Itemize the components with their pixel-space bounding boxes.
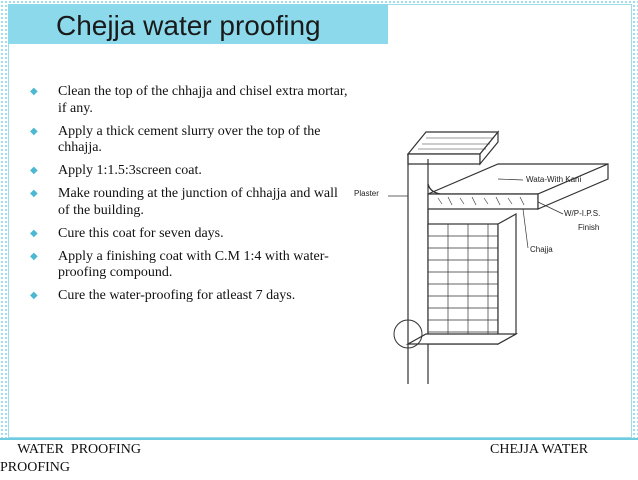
label-wp-ips: W/P-I.P.S. bbox=[564, 209, 601, 218]
footer-right-text: CHEJJA WATER bbox=[490, 442, 589, 457]
chajja-waterproofing-diagram bbox=[348, 84, 630, 394]
label-plaster: Plaster bbox=[354, 189, 379, 198]
label-chajja: Chajja bbox=[530, 245, 553, 254]
diamond-bullet-icon: ◆ bbox=[30, 165, 38, 176]
bullet-item bbox=[30, 288, 350, 305]
bullet-text: Make rounding at the junction of chhajja and wall of the building. bbox=[58, 186, 338, 218]
bullet-item bbox=[30, 124, 350, 157]
decorative-dot-pattern-right bbox=[632, 0, 638, 438]
label-wata-with-kani: Wata-With Kani bbox=[526, 175, 582, 184]
bullet-item bbox=[30, 84, 350, 117]
diamond-bullet-icon: ◆ bbox=[30, 86, 38, 97]
bullet-text: Apply 1:1.5:3screen coat. bbox=[58, 163, 202, 178]
bullet-text: Cure the water-proofing for atleast 7 days. bbox=[58, 288, 296, 303]
footer-left-text: WATER PROOFING bbox=[14, 442, 141, 457]
bullet-list bbox=[30, 84, 350, 311]
bullet-text: Clean the top of the chhajja and chisel extra mortar, if any. bbox=[58, 84, 348, 116]
diamond-bullet-icon: ◆ bbox=[30, 227, 38, 239]
slide-title: Chejja water proofing bbox=[56, 10, 321, 41]
diamond-bullet-icon: ◆ bbox=[30, 188, 38, 199]
label-finish: Finish bbox=[578, 223, 600, 232]
bullet-item bbox=[30, 226, 350, 243]
decorative-dot-pattern-left bbox=[0, 0, 8, 438]
bullet-item bbox=[30, 249, 350, 282]
diamond-bullet-icon: ◆ bbox=[30, 125, 38, 137]
diamond-bullet-icon: ◆ bbox=[30, 290, 38, 301]
footer-wrap-text: PROOFING bbox=[0, 460, 71, 475]
bullet-text: Apply a finishing coat with C.M 1:4 with water-proofing compound. bbox=[58, 248, 329, 280]
bullet-text: Apply a thick cement slurry over the top of the chhajja. bbox=[58, 123, 321, 155]
bullet-text: Cure this coat for seven days. bbox=[58, 225, 224, 241]
bullet-item bbox=[30, 186, 350, 219]
diamond-bullet-icon: ◆ bbox=[30, 250, 38, 262]
title-bar bbox=[8, 4, 388, 44]
bullet-item bbox=[30, 163, 350, 180]
